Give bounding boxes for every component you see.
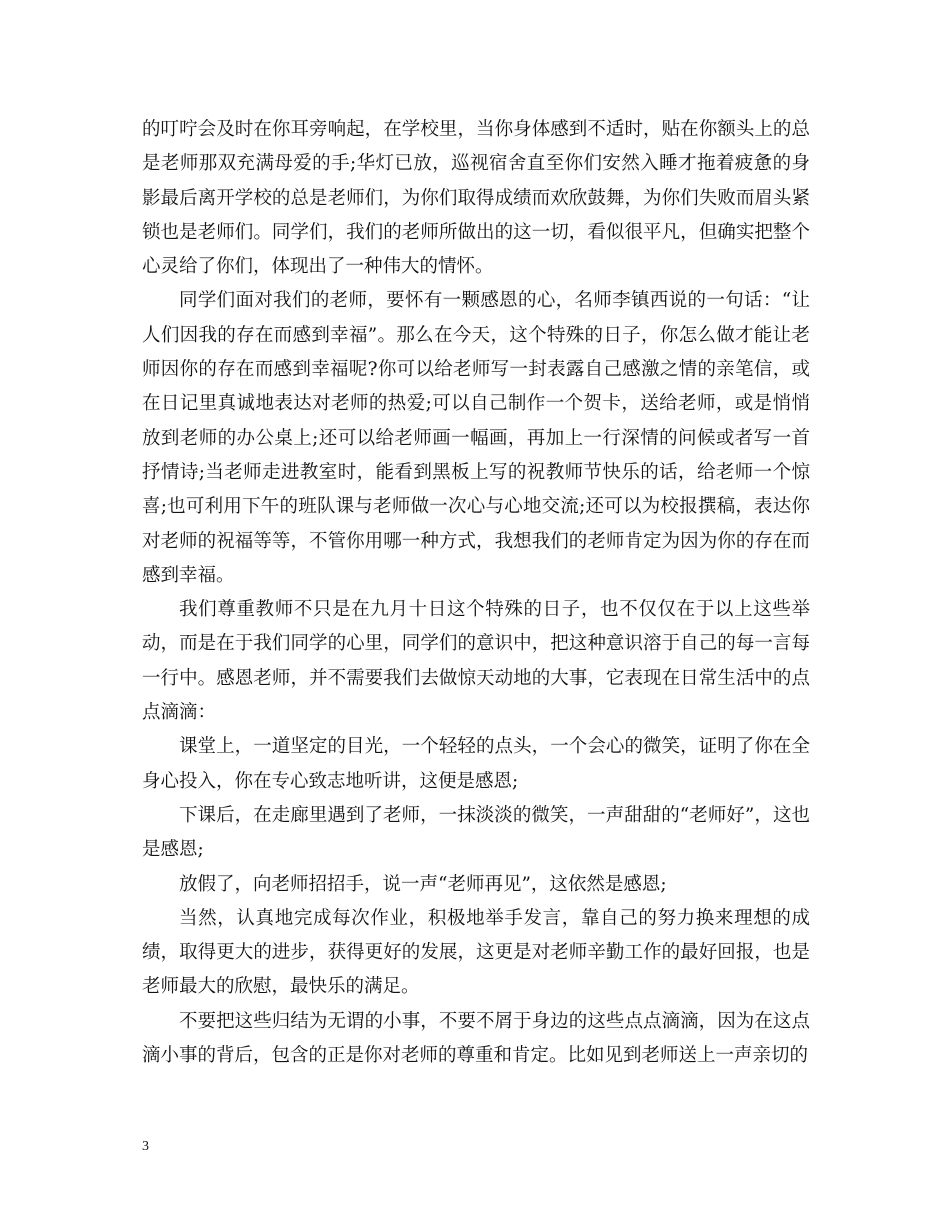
paragraph-4: 课堂上，一道坚定的目光，一个轻轻的点头，一个会心的微笑，证明了你在全身心投入，你在专心致志地听讲，这便是感恩;	[142, 736, 810, 792]
paragraph-2: 同学们面对我们的老师，要怀有一颗感恩的心，名师李镇西说的一句话：“让人们因我的存在而感到幸福”。那么在今天，这个特殊的日子，你怎么做才能让老师因你的存在而感到幸福呢?你可以给老师写一封表露自己感激之情的亲笔信，或在日记里真诚地表达对老师的热爱;可以自己制作一个贺卡，送给老师，或是悄悄放到老师的办公桌上;还可以给老师画一幅画，再加上一行深情的问候或者写一首抒情诗;当老师走进教室时，能看到黑板上写的祝教师节快乐的话，给老师一个惊喜;也可利用下午的班队课与老师做一次心与心地交流;还可以为校报撰稿，表达你对老师的祝福等等，不管你用哪一种方式，我想我们的老师肯定为因为你的存在而感到幸福。	[142, 290, 810, 586]
paragraph-1: 的叮咛会及时在你耳旁响起，在学校里，当你身体感到不适时，贴在你额头上的总是老师那双充满母爱的手;华灯已放，巡视宿舍直至你们安然入睡才拖着疲惫的身影最后离开学校的总是老师们，为你们取得成绩而欢欣鼓舞，为你们失败而眉头紧锁也是老师们。同学们，我们的老师所做出的这一切，看似很平凡，但确实把整个心灵给了你们，体现出了一种伟大的情怀。	[142, 119, 810, 278]
paragraph-6: 放假了，向老师招招手，说一声“老师再见”，这依然是感恩;	[179, 873, 667, 895]
paragraph-3: 我们尊重教师不只是在九月十日这个特殊的日子，也不仅仅在于以上这些举动，而是在于我们同学的心里，同学们的意识中，把这种意识溶于自己的每一言每一行中。感恩老师，并不需要我们去做惊天动地的大事，它表现在日常生活中的点点滴滴：	[142, 599, 810, 724]
page-number: 3	[142, 1139, 149, 1154]
document-body	[142, 113, 810, 1073]
paragraph-5: 下课后，在走廊里遇到了老师，一抹淡淡的微笑，一声甜甜的“老师好”，这也是感恩;	[142, 804, 810, 861]
paragraph-7: 当然，认真地完成每次作业，积极地举手发言，靠自己的努力换来理想的成绩，取得更大的进步，获得更好的发展，这更是对老师辛勤工作的最好回报，也是老师最大的欣慰，最快乐的满足。	[142, 907, 810, 998]
paragraph-8: 不要把这些归结为无谓的小事，不要不屑于身边的这些点点滴滴，因为在这点滴小事的背后，包含的正是你对老师的尊重和肯定。比如见到老师送上一声亲切的	[142, 1010, 810, 1067]
